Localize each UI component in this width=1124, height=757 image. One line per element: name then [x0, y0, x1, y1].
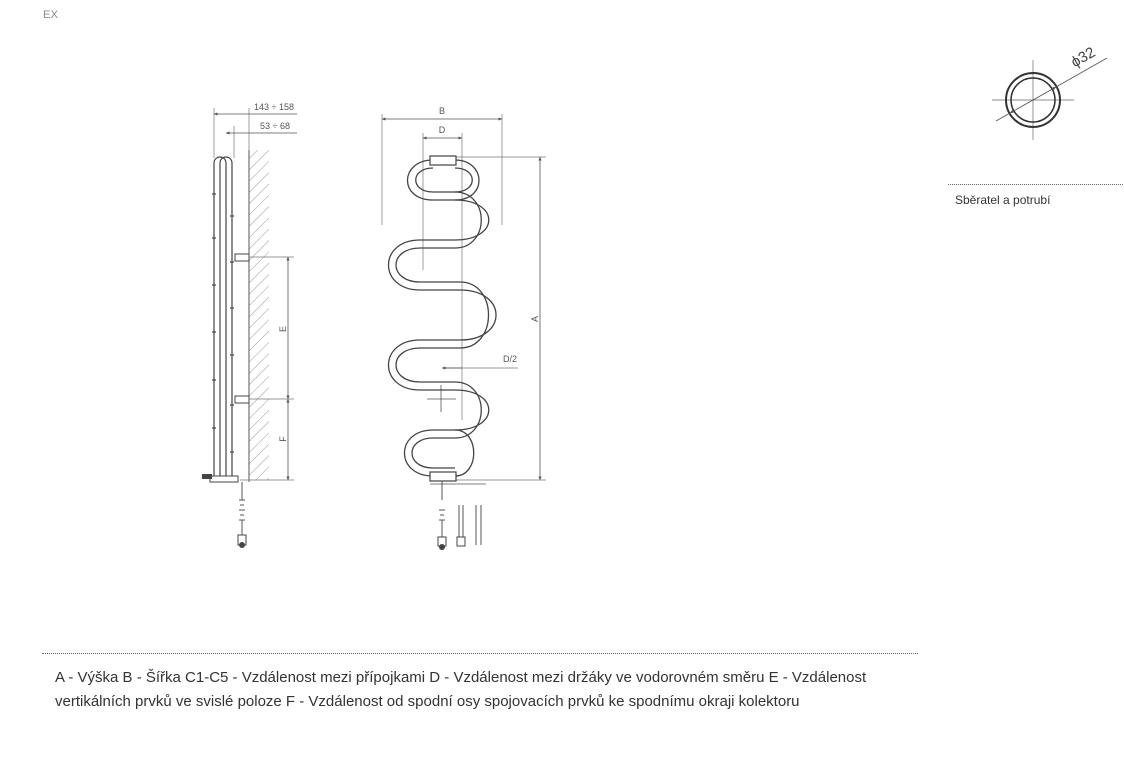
side-bracket-lower [235, 396, 249, 403]
pipe-divider [948, 184, 1123, 185]
corner-tag: EX [43, 9, 59, 21]
dimension-legend: A - Výška B - Šířka C1-C5 - Vzdálenost mezi přípojkami D - Vzdálenost mezi držáky ve vodorovném směru E - Vzdálenost vertikálních prvků ve svislé poloze F - Vzdálenost od spodní osy spojovacích prvků ke spodnímu okraji kolektoru [55, 669, 867, 710]
bottom-fitting [430, 472, 456, 481]
wall-hatch [249, 150, 269, 480]
wall-depth-label: 53 ÷ 68 [260, 121, 290, 131]
total-depth-label: 143 ÷ 158 [254, 102, 294, 112]
pipe-section [992, 58, 1107, 140]
serpentine-tube-inner [396, 168, 489, 468]
e-label: E [278, 325, 288, 333]
top-fitting [430, 156, 456, 165]
serpentine-tube-outer [389, 160, 497, 476]
b-label: B [438, 106, 446, 116]
legend-divider [42, 653, 918, 654]
d-label: D [438, 125, 446, 135]
side-bracket-upper [235, 254, 249, 261]
d-half-label: D/2 [502, 354, 518, 364]
pipe-caption: Sběratel a potrubí [955, 193, 1051, 207]
pipe-diameter-label: ϕ32 [1068, 43, 1099, 72]
a-label: A [530, 315, 540, 323]
f-label: F [278, 436, 288, 442]
front-view [382, 114, 546, 550]
